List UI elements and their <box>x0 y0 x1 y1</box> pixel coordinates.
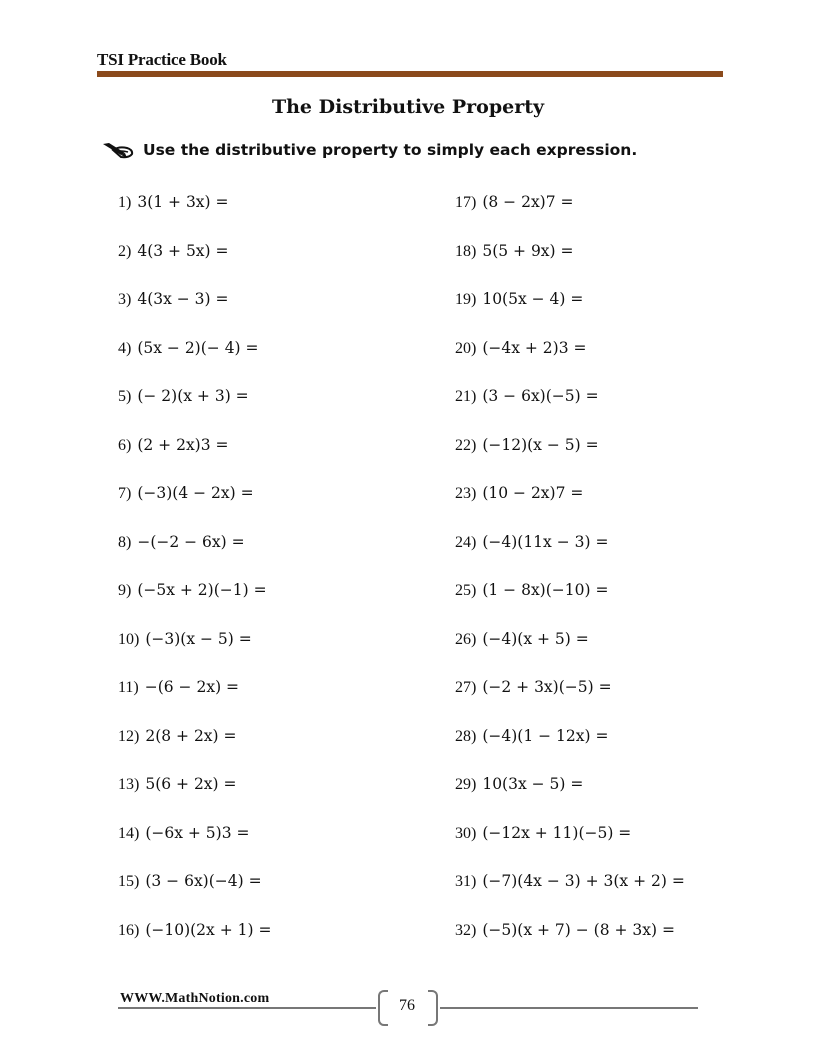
problem-item: 32) (−5)(x + 7) − (8 + 3x) = <box>455 920 675 939</box>
expression: (−3)(4 − 2x) = <box>137 484 254 502</box>
problem-item: 16) (−10)(2x + 1) = <box>118 920 272 939</box>
problem-item: 31) (−7)(4x − 3) + 3(x + 2) = <box>455 872 685 890</box>
expression: 2(8 + 2x) = <box>145 726 237 745</box>
expression: (−7)(4x − 3) + 3(x + 2) = <box>482 872 685 890</box>
problem-item: 12) 2(8 + 2x) = <box>118 726 237 745</box>
problem-item: 4) (5x − 2)(− 4) = <box>118 338 259 357</box>
page-number-bracket-right <box>428 990 438 1026</box>
problems-left-column <box>118 192 271 968</box>
problem-item: 20) (−4x + 2)3 = <box>455 338 587 357</box>
expression: (−6x + 5)3 = <box>145 823 250 842</box>
expression: (−4)(x + 5) = <box>482 629 589 648</box>
problem-item: 7) (−3)(4 − 2x) = <box>118 484 254 502</box>
expression: (−4x + 2)3 = <box>482 338 587 357</box>
header-rule <box>97 71 723 77</box>
expression: (10 − 2x)7 = <box>482 484 584 502</box>
expression: (− 2)(x + 3) = <box>137 387 249 405</box>
footer-website: WWW.MathNotion.com <box>120 991 270 1006</box>
instruction <box>101 140 637 160</box>
problem-item: 13) 5(6 + 2x) = <box>118 775 237 793</box>
problem-item: 23) (10 − 2x)7 = <box>455 484 584 502</box>
problem-item: 30) (−12x + 11)(−5) = <box>455 823 632 842</box>
expression: (−2 + 3x)(−5) = <box>482 678 612 696</box>
problem-item: 10) (−3)(x − 5) = <box>118 629 252 648</box>
problem-item: 3) 4(3x − 3) = <box>118 290 229 308</box>
problem-item: 15) (3 − 6x)(−4) = <box>118 872 262 890</box>
problem-item: 26) (−4)(x + 5) = <box>455 629 589 648</box>
expression: (−4)(1 − 12x) = <box>482 726 609 745</box>
expression: (−5x + 2)(−1) = <box>137 581 267 599</box>
footer-rule-right <box>440 1007 698 1009</box>
expression: (−12x + 11)(−5) = <box>482 823 632 842</box>
problem-item: 14) (−6x + 5)3 = <box>118 823 250 842</box>
problem-item: 27) (−2 + 3x)(−5) = <box>455 678 612 696</box>
problem-item: 28) (−4)(1 − 12x) = <box>455 726 609 745</box>
problem-item: 29) 10(3x − 5) = <box>455 775 584 793</box>
problem-item: 24) (−4)(11x − 3) = <box>455 532 609 551</box>
problem-item: 2) 4(3 + 5x) = <box>118 241 229 260</box>
book-title: TSI Practice Book <box>97 50 227 69</box>
expression: 5(5 + 9x) = <box>482 241 574 260</box>
problem-item: 9) (−5x + 2)(−1) = <box>118 581 267 599</box>
problem-item: 21) (3 − 6x)(−5) = <box>455 387 599 405</box>
problem-item: 6) (2 + 2x)3 = <box>118 435 229 454</box>
expression: 4(3 + 5x) = <box>137 241 229 260</box>
problem-item: 25) (1 − 8x)(−10) = <box>455 581 609 599</box>
expression: 3(1 + 3x) = <box>137 193 229 211</box>
problem-item: 22) (−12)(x − 5) = <box>455 435 599 454</box>
expression: −(−2 − 6x) = <box>137 532 245 551</box>
expression: (8 − 2x)7 = <box>482 193 574 211</box>
expression: 5(6 + 2x) = <box>145 775 237 793</box>
footer-rule-left <box>118 1007 376 1009</box>
instruction-text: Use the distributive property to simply each expression. <box>143 141 638 159</box>
page-title: The Distributive Property <box>271 96 545 118</box>
expression: (3 − 6x)(−4) = <box>145 872 262 890</box>
expression: −(6 − 2x) = <box>144 678 240 696</box>
problem-item: 17) (8 − 2x)7 = <box>455 193 574 211</box>
expression: (−4)(11x − 3) = <box>482 532 609 551</box>
problem-item: 18) 5(5 + 9x) = <box>455 241 574 260</box>
expression: 10(5x − 4) = <box>482 290 584 308</box>
problem-item: 11) −(6 − 2x) = <box>118 678 240 696</box>
problems-right-column <box>455 192 685 968</box>
expression: (−10)(2x + 1) = <box>145 920 272 939</box>
expression: (5x − 2)(− 4) = <box>137 338 259 357</box>
expression: (1 − 8x)(−10) = <box>482 581 609 599</box>
expression: (2 + 2x)3 = <box>137 435 229 454</box>
expression: (−5)(x + 7) − (8 + 3x) = <box>482 920 675 939</box>
problem-item: 5) (− 2)(x + 3) = <box>118 387 249 405</box>
pencil-hand-icon <box>101 140 135 160</box>
expression: 10(3x − 5) = <box>482 775 584 793</box>
problem-item: 1) 3(1 + 3x) = <box>118 193 229 211</box>
problem-item: 8) −(−2 − 6x) = <box>118 532 245 551</box>
problem-item: 19) 10(5x − 4) = <box>455 290 584 308</box>
expression: 4(3x − 3) = <box>137 290 229 308</box>
expression: (−12)(x − 5) = <box>482 435 599 454</box>
page-number: 76 <box>399 997 415 1014</box>
expression: (−3)(x − 5) = <box>145 629 252 648</box>
expression: (3 − 6x)(−5) = <box>482 387 599 405</box>
